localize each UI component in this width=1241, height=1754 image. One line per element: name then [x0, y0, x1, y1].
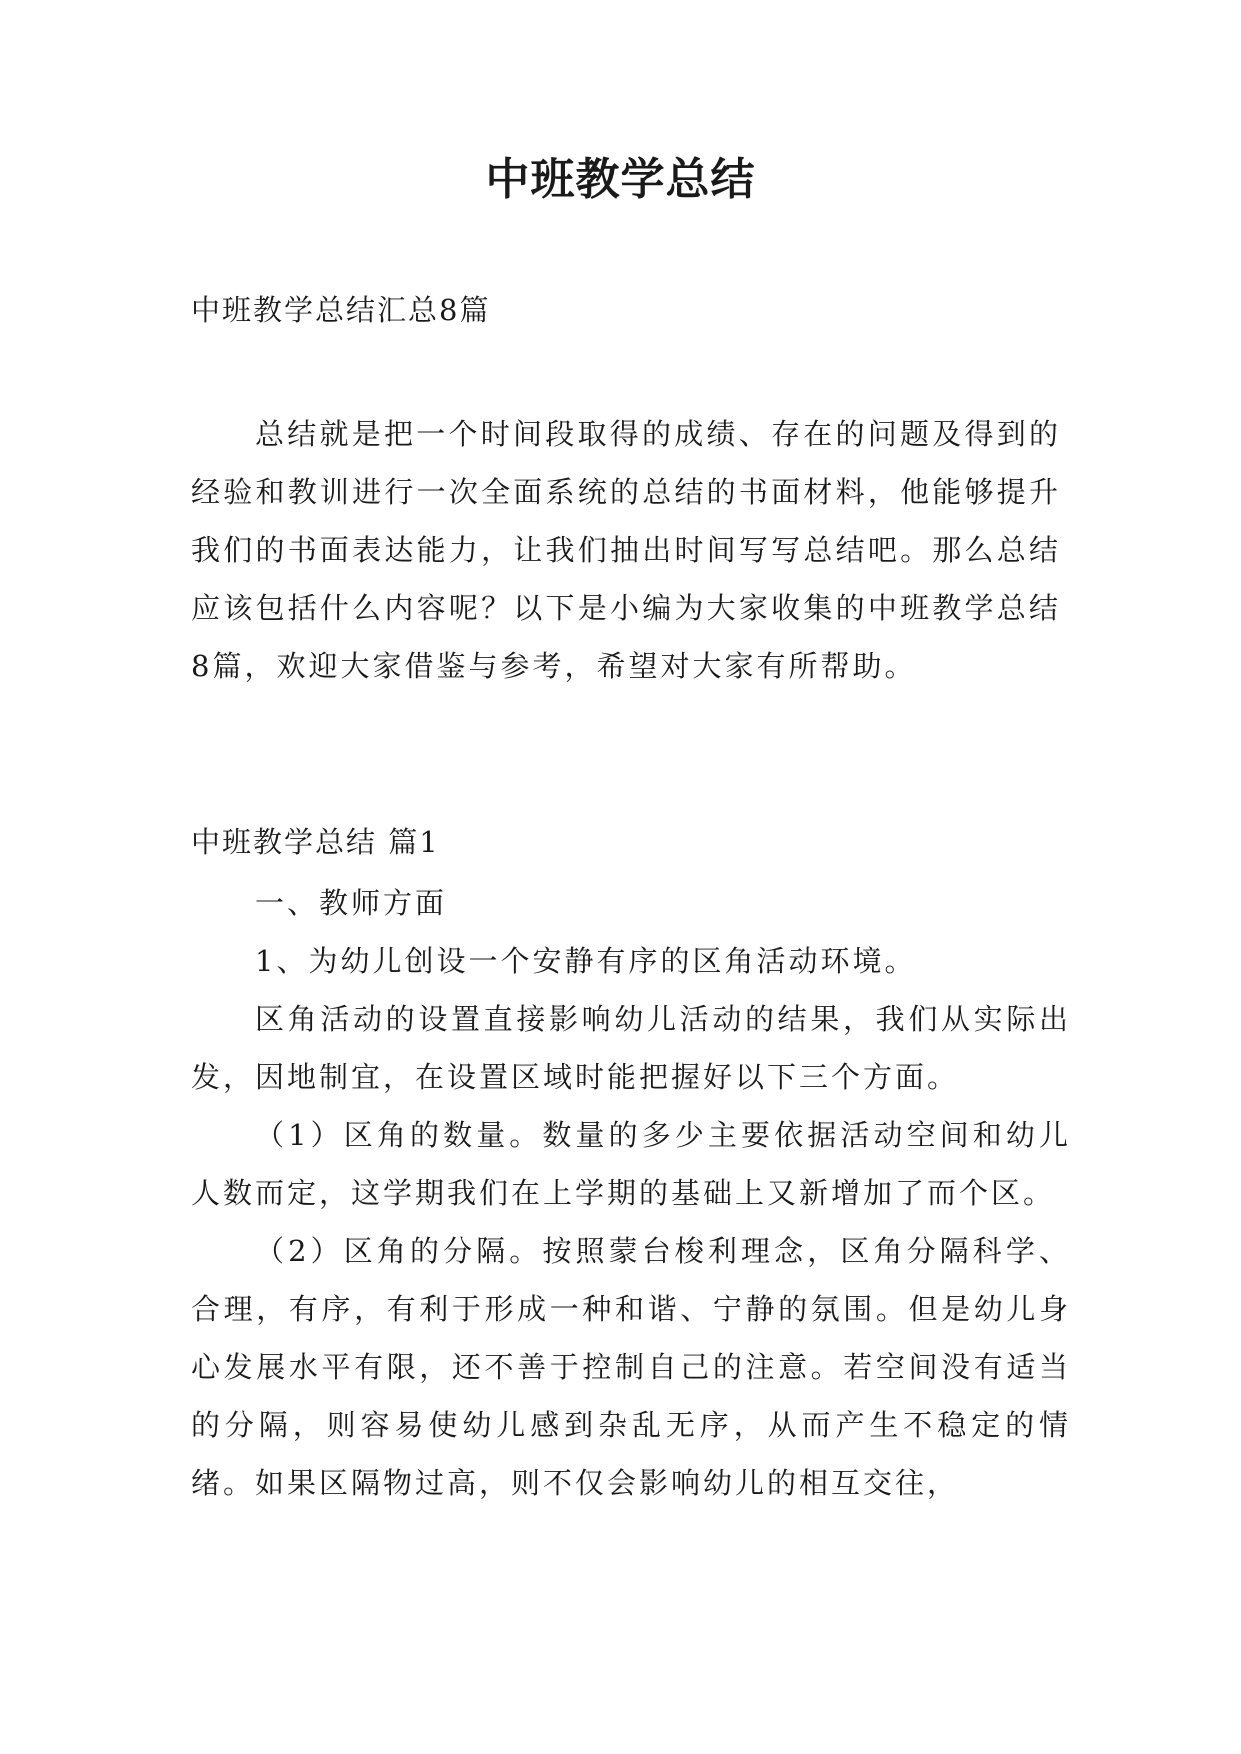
section-heading: 中班教学总结 篇1 [191, 825, 440, 859]
document-subtitle: 中班教学总结汇总8篇 [191, 293, 491, 327]
body-paragraph-2: 1、为幼儿创设一个安静有序的区角活动环境。 [255, 944, 917, 978]
body-paragraph-5: （2）区角的分隔。按照蒙台梭利理念，区角分隔科学、合理，有序，有利于形成一种和谐、宁静的氛围。但是幼儿身心发展水平有限，还不善于控制自己的注意。若空间没有适当的分隔，则容易使幼儿感到杂乱无序，从而产生不稳定的情绪。如果区隔物过高，则不仅会影响幼儿的相互交往， [191, 1234, 1071, 1500]
body-paragraph-1: 一、教师方面 [255, 886, 448, 920]
body-paragraph-4: （1）区角的数量。数量的多少主要依据活动空间和幼儿人数而定，这学期我们在上学期的基础上又新增加了而个区。 [191, 1118, 1071, 1210]
intro-paragraph: 总结就是把一个时间段取得的成绩、存在的问题及得到的经验和教训进行一次全面系统的总结的书面材料，他能够提升我们的书面表达能力，让我们抽出时间写写总结吧。那么总结应该包括什么内容呢？以下是小编为大家收集的中班教学总结8篇，欢迎大家借鉴与参考，希望对大家有所帮助。 [191, 417, 1061, 683]
document-title: 中班教学总结 [485, 154, 756, 205]
body-paragraph-3: 区角活动的设置直接影响幼儿活动的结果，我们从实际出发，因地制宜，在设置区域时能把握好以下三个方面。 [191, 1002, 1071, 1094]
section-body [191, 874, 1071, 1512]
